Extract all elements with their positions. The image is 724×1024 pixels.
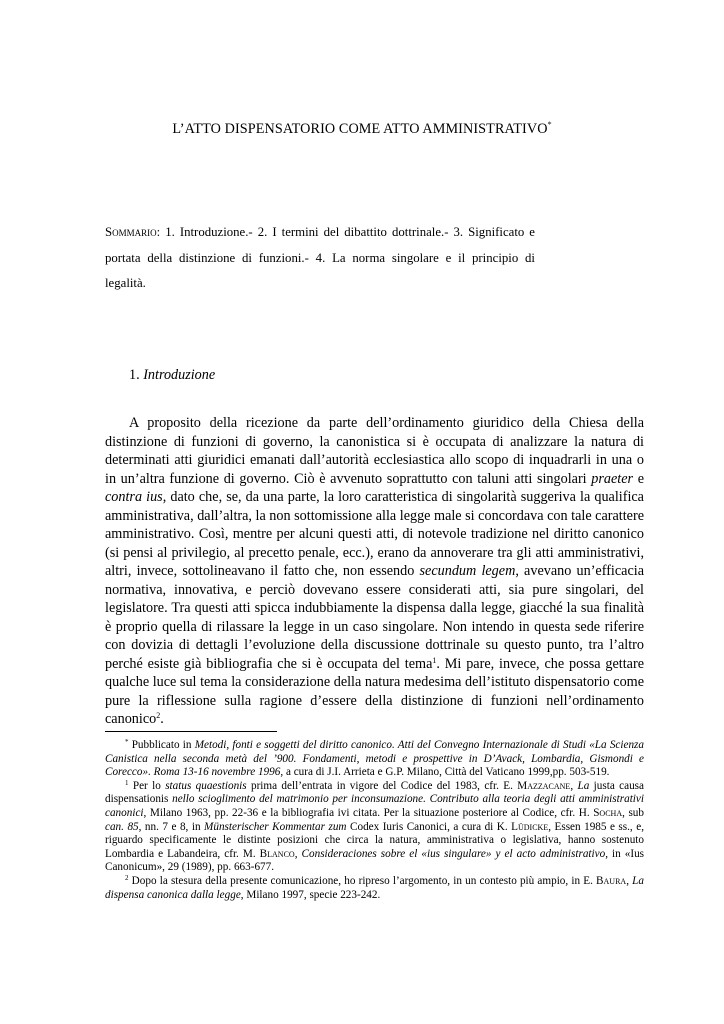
footnote-italic-run: can. 85 xyxy=(105,820,139,833)
footnote-star xyxy=(105,739,644,780)
footnote-italic-run: nello scioglimento del matrimonio per inconsumazione. Contributo alla teoria degli atti amministrativi canonici xyxy=(105,793,644,819)
author-name: Blanco xyxy=(259,847,295,860)
footnote-italic-run: La xyxy=(577,779,590,792)
footnote-italic-run: La dispensa canonica dalla legge xyxy=(105,874,644,901)
footnote-italic-run: Münsterischer Kommentar zum xyxy=(204,820,347,833)
footnote-ref-1[interactable]: 1 xyxy=(432,655,437,665)
body-text-run: , dato che, se, da una parte, la loro caratteristica di singolarità suggeriva la qualifica amministrativa, dall’altra, la non sottomissione alla legge male si concordava con tale carattere amministrativo. Così, mentre per alcuni questi atti, di notevole tradizione nel diritto canonico (si pensi al privilegio, al precetto penale, ecc.), erano da annoverare tra gli atti amministrativi, altri, invece, sottolineavano il fatto che, non essendo xyxy=(105,489,644,579)
footnote-text-run: , sub xyxy=(622,806,644,819)
body-text-run: , avevano un’efficacia normativa, innovativa, e perciò dovevano essere considerati atti, sia pure singolari, del legislatore. Tra questi atti spicca indubbiamente la dispensa dalla legge, giacché la sua finalità è proprio quella di rilassare la legge in un caso singolare. Non intendo in questa sede riferire con dovizia di dettagli l’evoluzione della discussione dottrinale su questo punto, tra l’altro perché esiste già bibliografia che si è occupata del tema xyxy=(105,563,644,672)
author-name: Socha xyxy=(593,806,623,819)
summary-text: : 1. Introduzione.- 2. I termini del dibattito dottrinale.- 3. Significato e portata della distinzione di funzioni.- 4. La norma singolare e il principio di legalità. xyxy=(105,225,535,290)
footnote-text-run: justa causa dispensationis xyxy=(105,779,644,806)
footnote-italic-run: Metodi, fonti e soggetti del diritto canonico. Atti del Convegno Internazionale di Studi «La Scienza Canistica nella seconda metà del ’900. Fondamenti, metodi e prospettive in D’Avack, Lombardia, Gismondi e Corecco». Roma 13-16 novembre 1996 xyxy=(105,739,644,779)
footnote-text-run: , a cura di J.I. Arrieta e G.P. Milano, Città del Vaticano 1999,pp. 503-519. xyxy=(280,766,610,779)
section-number: 1. xyxy=(129,367,144,383)
footnote-text-run: , Essen 1985 e ss., e, riguardo specificamente le distinte posizioni che circa la natura, amministrativa o legislativa, hanno sostenuto Lombardia e Labandeira, cfr. M. xyxy=(105,820,644,860)
footnote-1 xyxy=(105,780,644,875)
footnotes xyxy=(105,739,644,902)
author-name: Mazzacane xyxy=(517,779,571,792)
body-text-run: A proposito della ricezione da parte dell’ordinamento giuridico della Chiesa della distinzione di funzioni di governo, la canonistica si è occupata di analizzare la natura di determinati atti giuridici emanati dall’autorità ecclesiastica allo scopo di inquadrarli in una o in un’altra funzione di governo. Ciò è avvenuto soprattutto con taluni atti singolari xyxy=(105,415,644,487)
title-footnote-marker[interactable]: * xyxy=(547,120,552,129)
section-title: Introduzione xyxy=(143,367,216,383)
footnote-marker: 1 xyxy=(125,778,129,787)
footnote-text-run: Per lo xyxy=(128,779,166,792)
footnote-text-run: prima dell’entrata in vigore del Codice del 1983, cfr. E. xyxy=(246,779,518,792)
body-text-run: e xyxy=(633,470,644,487)
summary-label: Sommario xyxy=(105,225,157,239)
author-name: Lüdicke xyxy=(511,820,549,833)
footnote-text-run: , Milano 1963, pp. 22-36 e la bibliografia ivi citata. Per la situazione posteriore al Codice, cfr. H. xyxy=(143,806,594,819)
footnote-text-run: , in «Ius Canonicum», 29 (1989), pp. 663-677. xyxy=(105,847,645,874)
footnote-text-run: , Milano 1997, specie 223-242. xyxy=(240,888,381,901)
footnote-italic-run: status quaestionis xyxy=(165,779,247,792)
body-paragraph xyxy=(105,414,644,729)
article-title xyxy=(0,121,724,138)
footnote-italic-run: Consideraciones sobre el «ius singulare» y el acto administrativo xyxy=(301,847,606,860)
section-heading xyxy=(129,367,215,384)
footnote-marker: * xyxy=(125,738,129,746)
footnote-2 xyxy=(105,875,644,902)
footnote-text-run: , xyxy=(294,847,302,860)
footnote-ref-2[interactable]: 2 xyxy=(156,711,161,720)
footnote-text-run: Pubblicato in xyxy=(128,739,195,751)
author-name: Baura xyxy=(596,874,627,887)
body-italic-run: contra ius xyxy=(105,489,163,505)
footnote-text-run: Codex Iuris Canonici, a cura di K. xyxy=(346,820,512,833)
body-italic-run: secundum legem xyxy=(419,563,516,579)
summary xyxy=(105,220,535,297)
footnote-text-run: , nn. 7 e 8, in xyxy=(138,820,205,833)
footnote-marker: 2 xyxy=(125,873,129,882)
footnote-text-run: Dopo la stesura della presente comunicazione, ho ripreso l’argomento, in un contesto più ampio, in E. xyxy=(128,874,597,887)
body-text-run: . Mi pare, invece, che possa gettare qualche luce sul tema la considerazione della natura medesima dell’istituto dispensatorio come pure la riflessione sulla ragione d’essere della distinzione di funzioni nell’ordinamento canonico xyxy=(105,655,644,727)
body-italic-run: praeter xyxy=(591,470,634,487)
footnote-separator xyxy=(105,731,277,732)
body-text-run: . xyxy=(160,711,164,727)
footnote-text-run: , xyxy=(626,874,633,887)
footnote-text-run: , xyxy=(570,779,578,792)
article-title-text: L’ATTO DISPENSATORIO COME ATTO AMMINISTRATIVO xyxy=(172,121,548,137)
